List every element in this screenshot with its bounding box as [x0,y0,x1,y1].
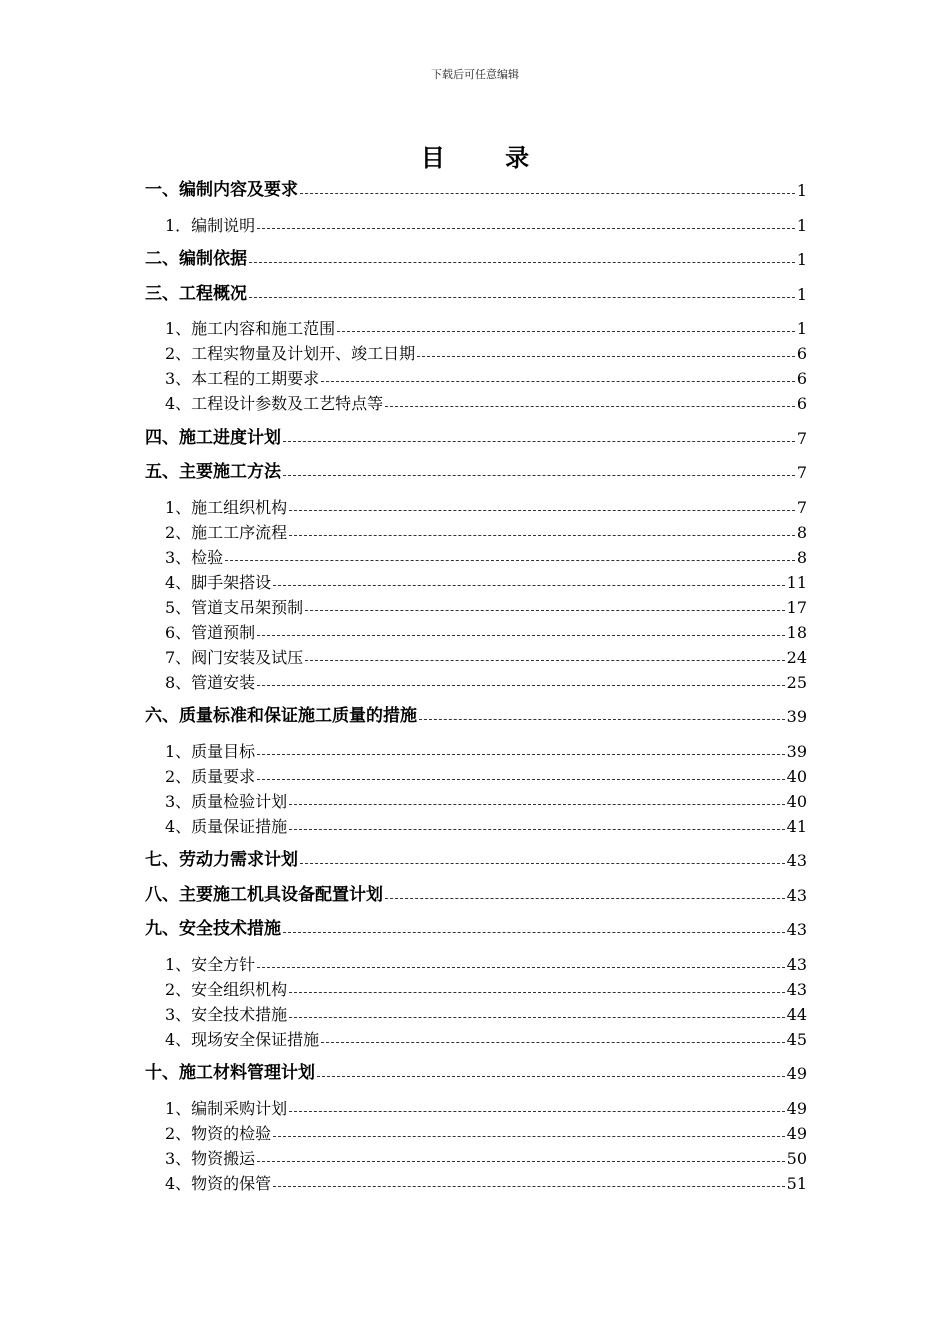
toc-dot-leader [289,803,784,805]
toc-entry-page-number: 1 [796,250,807,269]
toc-dot-leader [257,778,784,780]
toc-dot-leader [300,192,795,194]
toc-entry-label: 2、施工工序流程 [165,522,288,542]
toc-entry-page-number: 51 [786,1173,807,1193]
toc-entry-label: 1．编制说明 [165,215,256,235]
toc-subsection-entry[interactable] [145,341,807,366]
toc-entry-page-number: 7 [796,497,807,517]
toc-dot-leader [257,1160,784,1162]
toc-section-entry[interactable] [145,460,807,485]
toc-section-entry[interactable] [145,917,807,942]
page-header-note: 下载后可任意编辑 [431,68,519,81]
toc-entry-label: 1、质量目标 [165,741,256,761]
toc-subsection-entry[interactable] [145,1027,807,1052]
toc-subsection-entry[interactable] [145,316,807,341]
toc-subsection-entry[interactable] [145,391,807,416]
toc-dot-leader [289,509,795,511]
toc-subsection-entry[interactable] [145,764,807,789]
toc-dot-leader [289,828,784,830]
toc-entry-page-number: 43 [786,885,807,905]
toc-entry-label: 2、工程实物量及计划开、竣工日期 [165,344,416,363]
toc-entry-page-number: 1 [796,181,807,200]
toc-entry-page-number: 1 [796,319,807,338]
table-of-contents [145,178,807,1196]
toc-dot-leader [385,405,795,407]
toc-entry-page-number: 6 [796,344,807,363]
toc-entry-label: 八、主要施工机具设备配置计划 [145,884,383,905]
toc-dot-leader [317,1075,785,1077]
toc-entry-page-number: 45 [786,1029,807,1049]
toc-dot-leader [289,991,784,993]
toc-subsection-entry[interactable] [145,495,807,520]
toc-dot-leader [305,609,784,611]
toc-entry-label: 二、编制依据 [145,249,247,269]
toc-subsection-entry[interactable] [145,1002,807,1027]
toc-entry-page-number: 6 [796,394,807,413]
toc-subsection-entry[interactable] [145,670,807,695]
toc-dot-leader [385,897,785,899]
toc-subsection-entry[interactable] [145,977,807,1002]
toc-subsection-entry[interactable] [145,814,807,839]
toc-section-entry[interactable] [145,426,807,451]
toc-entry-label: 3、物资搬运 [165,1148,256,1168]
toc-entry-label: 三、工程概况 [145,283,247,304]
toc-title: 目 录 [420,143,556,172]
toc-dot-leader [257,753,784,755]
toc-dot-leader [417,355,795,357]
toc-entry-label: 一、编制内容及要求 [145,180,298,200]
toc-entry-page-number: 17 [786,597,807,617]
toc-dot-leader [273,1185,784,1187]
toc-dot-leader [321,1041,784,1043]
toc-dot-leader [289,1110,784,1112]
toc-entry-label: 4、脚手架搭设 [165,572,272,592]
toc-entry-label: 3、质量检验计划 [165,791,288,811]
toc-entry-page-number: 43 [786,851,807,870]
toc-dot-leader [300,862,785,864]
toc-entry-label: 六、质量标准和保证施工质量的措施 [145,706,417,726]
toc-section-entry[interactable] [145,883,807,908]
toc-dot-leader [225,559,795,561]
toc-entry-label: 8、管道安装 [165,672,256,692]
toc-dot-leader [283,474,795,476]
toc-entry-page-number: 7 [796,463,807,482]
toc-subsection-entry[interactable] [145,570,807,595]
toc-entry-label: 4、工程设计参数及工艺特点等 [165,394,384,413]
toc-entry-page-number: 1 [796,215,807,235]
toc-entry-label: 十、施工材料管理计划 [145,1063,315,1083]
toc-entry-page-number: 49 [786,1123,807,1143]
toc-subsection-entry[interactable] [145,952,807,977]
toc-dot-leader [257,966,784,968]
toc-dot-leader [273,584,784,586]
toc-dot-leader [257,227,795,229]
toc-dot-leader [283,440,795,442]
toc-dot-leader [419,718,785,720]
toc-subsection-entry[interactable] [145,620,807,645]
toc-entry-label: 2、物资的检验 [165,1123,272,1143]
toc-subsection-entry[interactable] [145,520,807,545]
toc-dot-leader [273,1135,784,1137]
toc-entry-label: 1、施工组织机构 [165,497,288,517]
toc-entry-page-number: 43 [786,920,807,939]
toc-entry-page-number: 7 [796,428,807,448]
toc-entry-page-number: 8 [796,547,807,567]
toc-subsection-entry[interactable] [145,545,807,570]
toc-entry-label: 3、本工程的工期要求 [165,369,320,388]
toc-entry-page-number: 44 [786,1004,807,1024]
toc-entry-label: 4、现场安全保证措施 [165,1029,320,1049]
toc-subsection-entry[interactable] [145,645,807,670]
toc-entry-label: 4、质量保证措施 [165,816,288,836]
toc-entry-page-number: 25 [786,672,807,692]
toc-subsection-entry[interactable] [145,595,807,620]
toc-dot-leader [305,659,784,661]
toc-entry-page-number: 11 [786,572,807,592]
toc-entry-page-number: 39 [786,707,807,726]
toc-subsection-entry[interactable] [145,1171,807,1196]
toc-entry-page-number: 43 [786,954,807,974]
toc-entry-page-number: 1 [796,284,807,304]
toc-dot-leader [257,684,784,686]
toc-dot-leader [321,380,795,382]
toc-entry-label: 5、管道支吊架预制 [165,597,304,617]
toc-dot-leader [337,330,795,332]
toc-entry-label: 7、阀门安装及试压 [165,647,304,667]
toc-dot-leader [257,634,784,636]
toc-entry-page-number: 6 [796,369,807,388]
toc-dot-leader [249,261,795,263]
toc-entry-label: 四、施工进度计划 [145,427,281,448]
toc-entry-label: 九、安全技术措施 [145,919,281,939]
toc-entry-page-number: 18 [786,622,807,642]
toc-entry-label: 3、检验 [165,547,224,567]
toc-entry-label: 2、质量要求 [165,766,256,786]
toc-dot-leader [249,296,795,298]
toc-subsection-entry[interactable] [145,213,807,238]
toc-dot-leader [289,1016,784,1018]
toc-entry-page-number: 40 [786,791,807,811]
toc-entry-page-number: 39 [786,741,807,761]
toc-section-entry[interactable] [145,282,807,307]
toc-subsection-entry[interactable] [145,739,807,764]
toc-entry-label: 七、劳动力需求计划 [145,850,298,870]
toc-subsection-entry[interactable] [145,789,807,814]
toc-entry-page-number: 49 [786,1064,807,1083]
toc-entry-label: 1、编制采购计划 [165,1098,288,1118]
toc-section-entry[interactable] [145,1061,807,1086]
toc-section-entry[interactable] [145,704,807,729]
toc-entry-page-number: 43 [786,979,807,999]
toc-dot-leader [289,534,795,536]
toc-section-entry[interactable] [145,247,807,272]
toc-subsection-entry[interactable] [145,1121,807,1146]
toc-entry-label: 1、施工内容和施工范围 [165,319,336,338]
toc-entry-page-number: 8 [796,522,807,542]
toc-entry-page-number: 24 [786,647,807,667]
toc-entry-label: 4、物资的保管 [165,1173,272,1193]
toc-entry-label: 6、管道预制 [165,622,256,642]
toc-entry-label: 2、安全组织机构 [165,979,288,999]
toc-entry-page-number: 41 [786,816,807,836]
toc-entry-page-number: 50 [786,1148,807,1168]
toc-entry-label: 3、安全技术措施 [165,1004,288,1024]
toc-entry-label: 五、主要施工方法 [145,462,281,482]
toc-subsection-entry[interactable] [145,1146,807,1171]
toc-section-entry[interactable] [145,848,807,873]
toc-subsection-entry[interactable] [145,1096,807,1121]
toc-section-entry[interactable] [145,178,807,203]
toc-entry-page-number: 40 [786,766,807,786]
toc-subsection-entry[interactable] [145,366,807,391]
toc-dot-leader [283,931,785,933]
toc-entry-page-number: 49 [786,1098,807,1118]
toc-entry-label: 1、安全方针 [165,954,256,974]
